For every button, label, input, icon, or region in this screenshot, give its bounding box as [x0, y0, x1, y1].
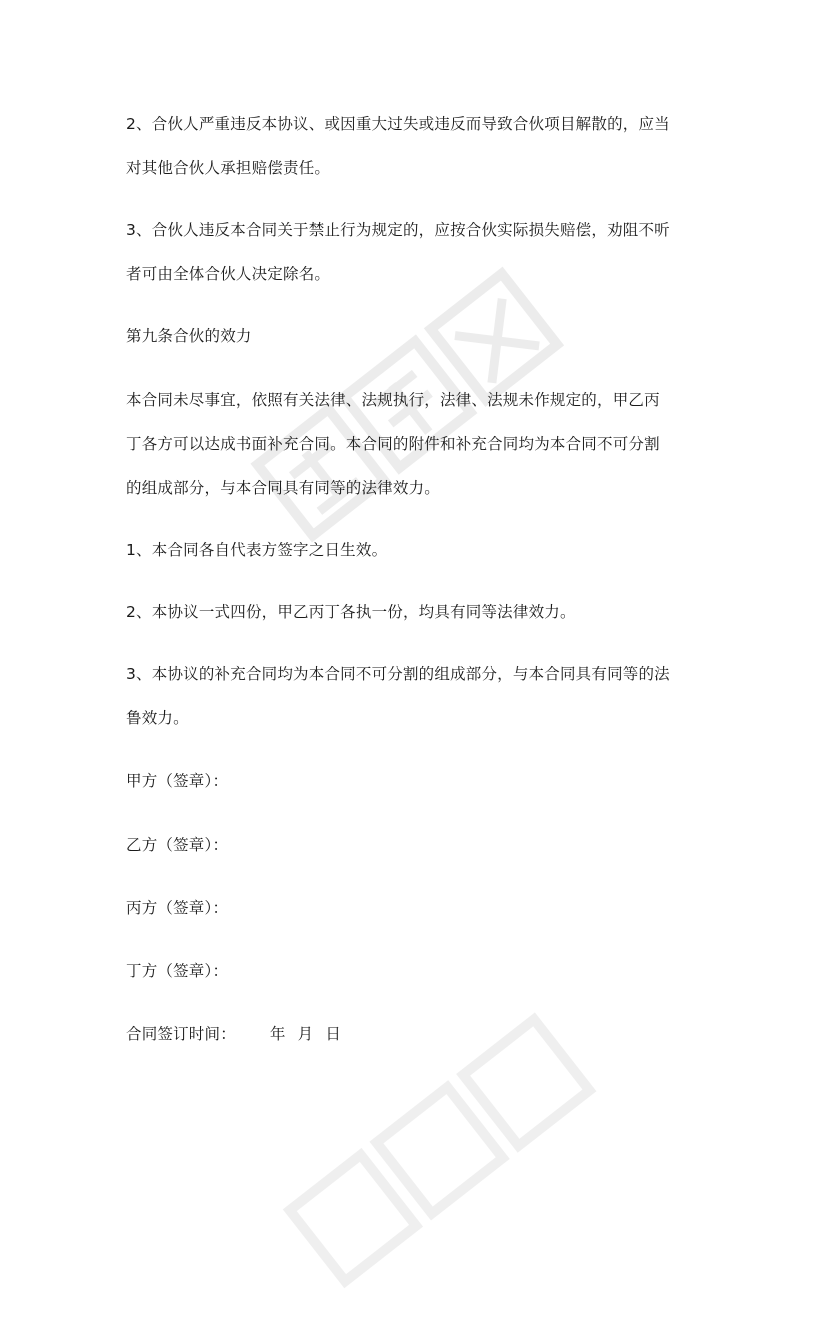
signature-party-d: 丁方（签章）： — [126, 962, 229, 980]
signing-date-year: 年 — [269, 1025, 286, 1043]
paragraph-line: 3、合伙人违反本合同关于禁止行为规定的，应按合伙实际损失赔偿，劝阻不听 — [126, 221, 670, 239]
signing-date-day: 日 — [325, 1025, 342, 1043]
signing-date — [126, 1023, 341, 1045]
watermark-logo-icon — [270, 997, 641, 1342]
paragraph-line: 2、合伙人严重违反本协议、或因重大过失或违反而导致合伙项目解散的，应当 — [126, 115, 670, 133]
paragraph-line: 本合同未尽事宜，依照有关法律、法规执行，法律、法规未作规定的，甲乙丙 — [126, 391, 660, 409]
signature-party-c: 丙方（签章）： — [126, 899, 229, 917]
signature-party-b: 乙方（签章）： — [126, 836, 229, 854]
signing-date-label: 合同签订时间： — [126, 1025, 236, 1043]
signing-date-month: 月 — [297, 1025, 314, 1043]
paragraph-line: 的组成部分，与本合同具有同等的法律效力。 — [126, 479, 441, 497]
paragraph-line: 1、本合同各自代表方签字之日生效。 — [126, 541, 388, 559]
paragraph-line: 对其他合伙人承担赔偿责任。 — [126, 159, 331, 177]
section-heading: 第九条合伙的效力 — [126, 327, 252, 345]
paragraph-line: 者可由全体合伙人决定除名。 — [126, 265, 331, 283]
signature-party-a: 甲方（签章）： — [126, 772, 229, 790]
paragraph-line: 丁各方可以达成书面补充合同。本合同的附件和补充合同均为本合同不可分割 — [126, 435, 660, 453]
paragraph-line: 3、本协议的补充合同均为本合同不可分割的组成部分，与本合同具有同等的法 — [126, 665, 670, 683]
paragraph-line: 鲁效力。 — [126, 709, 189, 727]
paragraph-line: 2、本协议一式四份，甲乙丙丁各执一份，均具有同等法律效力。 — [126, 603, 576, 621]
